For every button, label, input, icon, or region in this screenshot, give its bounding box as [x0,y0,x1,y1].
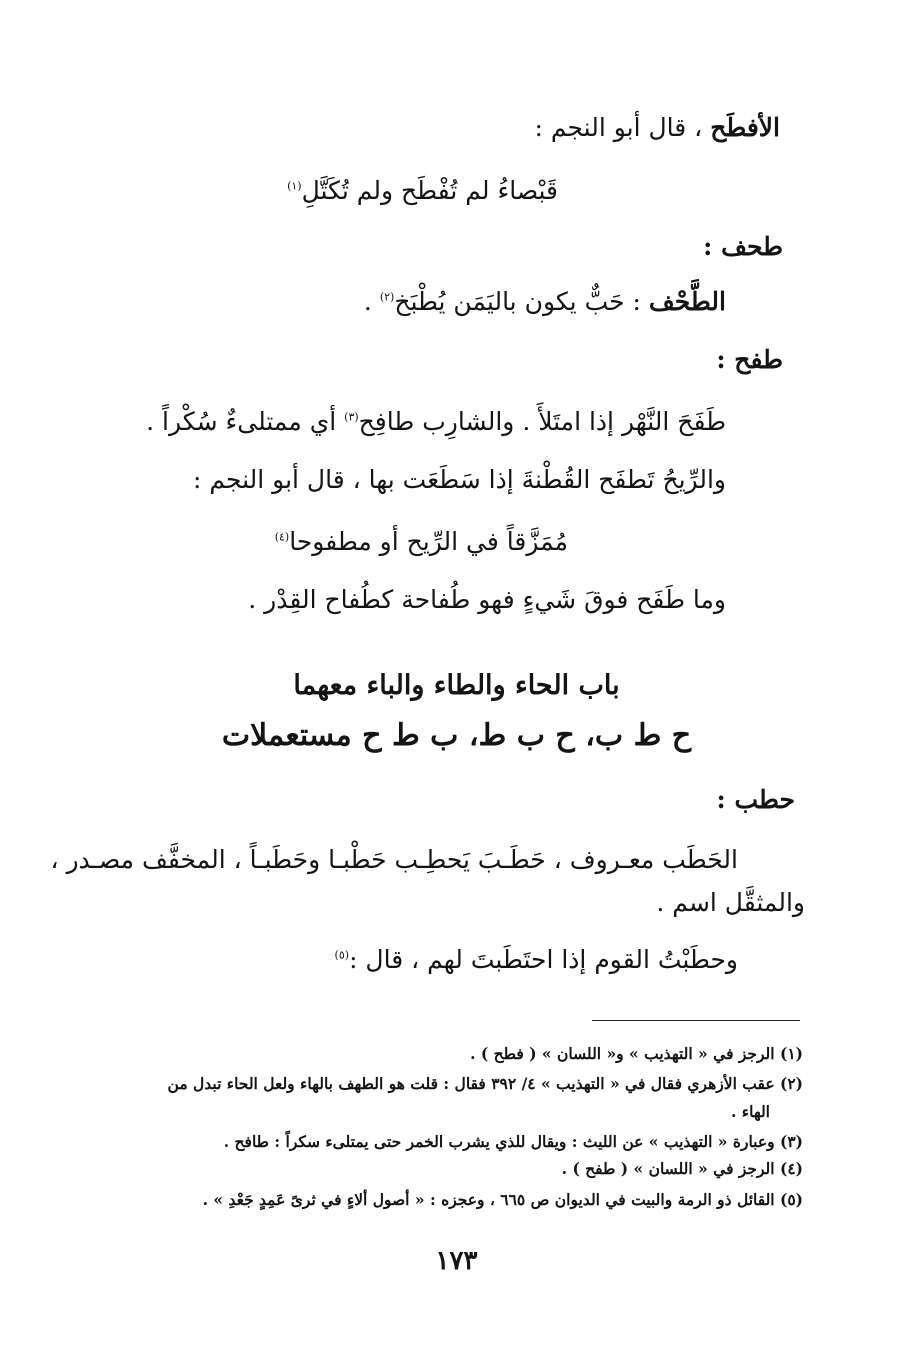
footnote-ref: (٣) [344,410,359,424]
entry-tafah-line-2: والرِّيحُ تَطفَح القُطْنةَ إذا سَطَعَت بها ، قال أبو النجم : [192,465,726,494]
footnote-4: (٤) الرجز في « اللسان » ( طفح ) . [561,1159,803,1178]
verse-text: مُمَزَّقاً في الرِّيح أو مطفوحا [289,527,568,556]
entry-tafah-line-3: وما طَفَح فوقَ شَيءٍ فهو طُفاحة كطُفاح القِدْر . [248,585,726,614]
page-number: ١٧٣ [435,1246,478,1276]
entry-hatab-line-3 [335,945,738,975]
entry-text: طَفَحَ النَّهْر إذا امتَلأَ . والشارِب طافِح [358,407,726,436]
verse-text: قَبْصاءُ لم تُفْطَح ولم تُكَتَّلِ [301,176,558,205]
entry-hatab-line-2: والمثقَّل اسم . [656,888,805,917]
entry-hatab-line-1: الحَطَب معـروف ، حَطَـبَ يَحطِـب حَطْبـا وحَطَبـاً ، المخفَّف مصـدر ، [50,845,738,874]
root-heading-hatab: حطب : [716,785,795,814]
entry-text: ، قال أبو النجم : [534,113,711,142]
footnote-divider [592,1020,800,1021]
verse-line [275,527,568,557]
footnote-ref: (٥) [334,948,350,962]
entry-tahf-line [364,287,726,317]
chapter-subtitle: ح ط ب، ح ب ط، ب ط ح مستعملات [221,718,692,753]
entry-tafah-line-1 [146,407,726,437]
footnote-3: (٣) وعبارة « التهذيب » عن الليث : ويقال للذي يشرب الخمر حتى يمتلىء سكراً : طافح . [223,1132,803,1151]
verse-line [287,176,558,206]
entry-headword: الأفطَح [710,113,780,142]
footnote-2-cont: الهاء . [731,1102,770,1121]
entry-headword: الطَّحْف [648,287,726,316]
footnote-1: (١) الرجز في « التهذيب » و« اللسان » ( فطح ) . [470,1044,803,1063]
root-heading-tafah: طفح : [716,345,783,374]
footnote-5: (٥) القائل ذو الرمة والبيت في الديوان ص ٦٦٥ ، وعجزه : « أصول ألاءٍ في ثرىً عَمِدٍ جَعْدِ » . [202,1190,803,1209]
footnote-ref: (٤) [274,530,290,544]
root-heading-tahaf: طحف : [703,232,783,261]
entry-text: أي ممتلىءٌ سُكْراً . [146,407,345,436]
entry-text: : حَبٌّ يكون باليَمَن يُطْبَخ [394,287,649,316]
chapter-title: باب الحاء والطاء والباء معهما [293,670,620,701]
footnote-ref: (١) [287,179,302,193]
entry-text-end: . [363,287,380,316]
entry-text: وحطَبْتُ القوم إذا احتَطَبتَ لهم ، قال : [349,945,738,974]
footnote-2: (٢) عقب الأزهري فقال في « التهذيب » ٤/ ٣٩٢ فقال : قلت هو الطهف بالهاء ولعل الحاء تبدل من [167,1074,803,1093]
entry-aftah-line [535,113,780,143]
footnote-ref: (٢) [379,290,395,304]
